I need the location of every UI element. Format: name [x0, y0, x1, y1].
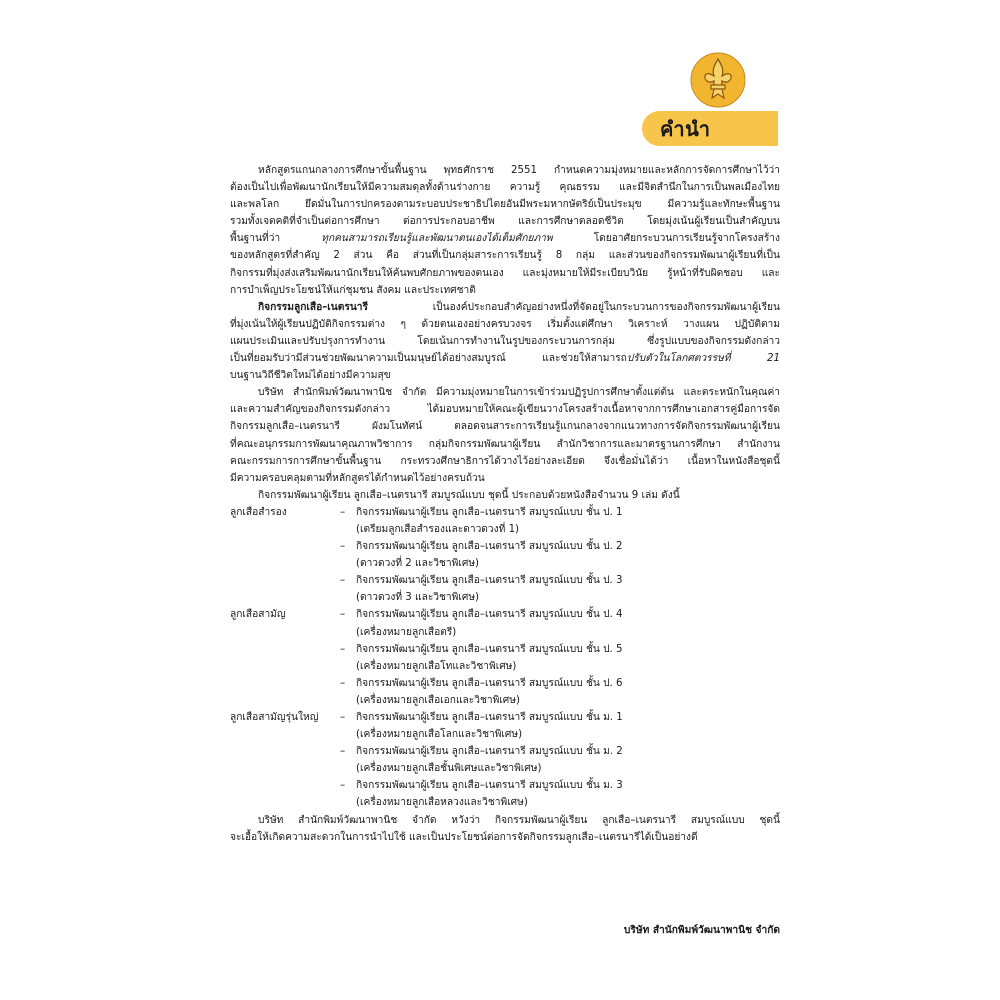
book-category [230, 743, 340, 760]
book-row [230, 572, 780, 589]
para1-line: การบำเพ็ญประโยชน์ให้แก่ชุมชน สังคม และประเทศชาติ [230, 284, 476, 296]
book-subtitle: (เครื่องหมายลูกเสือเอกและวิชาพิเศษ) [356, 694, 520, 706]
book-row [230, 641, 780, 658]
para3-line: และความสำคัญของกิจกรรมดังกล่าว ได้มอบหมายให้คณะผู้เขียนวางโครงสร้างเนื้อหาจากการศึกษาเอกสารคู่มือการจัด [230, 404, 780, 416]
book-dash: – [340, 609, 346, 621]
book-category [230, 641, 340, 658]
para2-bold: กิจกรรมลูกเสือ–เนตรนารี [258, 301, 368, 313]
para4-line: บริษัท สำนักพิมพ์วัฒนาพานิช จำกัด หวังว่า กิจกรรมพัฒนาผู้เรียน ลูกเสือ–เนตรนารี สมบูรณ์แบบ ชุดนี้ [258, 814, 780, 826]
para1-text: พื้นฐานที่ว่า [230, 233, 281, 245]
book-subtitle: (เครื่องหมายลูกเสือหลวงและวิชาพิเศษ) [356, 797, 528, 809]
para1-line: ของหลักสูตรที่สำคัญ 2 ส่วน คือ ส่วนที่เป็นกลุ่มสาระการเรียนรู้ 8 กลุ่ม และส่วนของกิจกรรมพัฒนาผู้เรียนที่เป็น [230, 250, 780, 262]
book-category [230, 777, 340, 794]
para3-line: ที่คณะอนุกรรมการพัฒนาคุณภาพวิชาการ กลุ่มกิจกรรมพัฒนาผู้เรียน สำนักวิชาการและมาตรฐานการศึกษา สำนักงาน [230, 438, 780, 450]
page-heading: คำนำ [660, 116, 711, 141]
para3-line: มีความครอบคลุมตามที่หลักสูตรได้กำหนดไว้อย่างครบถ้วน [230, 472, 485, 484]
book-title: กิจกรรมพัฒนาผู้เรียน ลูกเสือ–เนตรนารี สมบูรณ์แบบ ชั้น ป. 3 [356, 575, 623, 587]
para3-line: บริษัท สำนักพิมพ์วัฒนาพานิช จำกัด มีความมุ่งหมายในการเข้าร่วมปฏิรูปการศึกษาตั้งแต่ต้น และตระหนักในคุณค่า [258, 387, 780, 399]
para2-line [230, 299, 780, 316]
book-category [230, 675, 340, 692]
para1-line: หลักสูตรแกนกลางการศึกษาขั้นพื้นฐาน พุทธศักราช 2551 กำหนดความมุ่งหมายและหลักการจัดการศึกษาไว้ว่า [258, 165, 780, 176]
para1-italic: ทุกคนสามารถเรียนรู้และพัฒนาตนเองได้เต็มศักยภาพ [321, 233, 553, 245]
book-subtitle: (ดาวดวงที่ 2 และวิชาพิเศษ) [356, 558, 480, 570]
para2-line: บนฐานวิถีชีวิตใหม่ได้อย่างมีความสุข [230, 370, 391, 382]
para1-line: กิจกรรมที่มุ่งส่งเสริมพัฒนานักเรียนให้ค้นพบศักยภาพของตนเอง และมุ่งหมายให้มีระเบียบวินัย รู้หน้าที่รับผิดชอบ และ [230, 267, 780, 279]
book-dash: – [340, 643, 346, 655]
para2-line [230, 350, 780, 367]
para2-text: เป็นที่ยอมรับว่ามีส่วนช่วยพัฒนาความเป็นมนุษย์ได้อย่างสมบูรณ์ และช่วยให้สามารถ [230, 353, 627, 365]
book-category: ลูกเสือสำรอง [230, 506, 287, 518]
scout-emblem-icon [690, 52, 746, 108]
book-dash: – [340, 712, 346, 723]
book-list [230, 504, 780, 812]
book-row [230, 743, 780, 760]
book-subtitle: (เครื่องหมายลูกเสือโลกและวิชาพิเศษ) [356, 729, 523, 741]
book-title: กิจกรรมพัฒนาผู้เรียน ลูกเสือ–เนตรนารี สมบูรณ์แบบ ชั้น ป. 1 [356, 506, 623, 518]
book-row [230, 709, 780, 726]
book-title: กิจกรรมพัฒนาผู้เรียน ลูกเสือ–เนตรนารี สมบูรณ์แบบ ชั้น ป. 5 [356, 643, 623, 655]
book-category: ลูกเสือสามัญรุ่นใหญ่ [230, 712, 319, 723]
para2-line: ที่มุ่งเน้นให้ผู้เรียนปฏิบัติกิจกรรมต่าง ๆ ด้วยตนเองอย่างครบวงจร เริ่มตั้งแต่ศึกษา วิเคราะห์ วางแผน ปฏิบัติตาม [230, 318, 780, 330]
para1-after: โดยอาศัยกระบวนการเรียนรู้จากโครงสร้าง [593, 233, 780, 245]
book-row [230, 606, 780, 623]
book-row [230, 538, 780, 555]
book-title: กิจกรรมพัฒนาผู้เรียน ลูกเสือ–เนตรนารี สมบูรณ์แบบ ชั้น ป. 4 [356, 609, 623, 621]
para2-text: เป็นองค์ประกอบสำคัญอย่างหนึ่งที่จัดอยู่ในกระบวนการของกิจกรรมพัฒนาผู้เรียน [432, 301, 780, 313]
book-title: กิจกรรมพัฒนาผู้เรียน ลูกเสือ–เนตรนารี สมบูรณ์แบบ ชั้น ป. 2 [356, 541, 623, 553]
book-category: ลูกเสือสามัญ [230, 609, 286, 621]
book-title: กิจกรรมพัฒนาผู้เรียน ลูกเสือ–เนตรนารี สมบูรณ์แบบ ชั้น ป. 6 [356, 677, 623, 689]
para2-line: แผนประเมินและปรับปรุงการทำงาน โดยเน้นการทำงานในรูปของกระบวนการกลุ่ม ซึ่งรูปแบบของกิจกรรมดังกล่าว [230, 335, 780, 347]
book-dash: – [340, 575, 346, 587]
book-subtitle: (เครื่องหมายลูกเสือชั้นพิเศษและวิชาพิเศษ) [356, 763, 542, 775]
book-dash: – [340, 506, 346, 518]
para4-line: จะเอื้อให้เกิดความสะดวกในการนำไปใช้ และเป็นประโยชน์ต่อการจัดกิจกรรมลูกเสือ–เนตรนารีได้เป็นอย่างดี [230, 831, 698, 843]
book-row [230, 777, 780, 794]
para3-line: กิจกรรมลูกเสือ–เนตรนารี ผังมโนทัศน์ ตลอดจนสาระการเรียนรู้แกนกลางจากแนวทางการจัดกิจกรรมพัฒนาผู้เรียน [230, 421, 780, 433]
book-category [230, 538, 340, 555]
book-subtitle: (เครื่องหมายลูกเสือโทและวิชาพิเศษ) [356, 660, 517, 672]
para3-line: คณะกรรมการการศึกษาขั้นพื้นฐาน กระทรวงศึกษาธิการได้วางไว้อย่างละเอียด จึงเชื่อมั่นได้ว่า เนื้อหาในหนังสือชุดนี้ [230, 455, 780, 467]
book-category [230, 572, 340, 589]
book-title: กิจกรรมพัฒนาผู้เรียน ลูกเสือ–เนตรนารี สมบูรณ์แบบ ชั้น ม. 2 [356, 746, 623, 758]
book-dash: – [340, 746, 346, 758]
para1-line: ต้องเป็นไปเพื่อพัฒนานักเรียนให้มีความสมดุลทั้งด้านร่างกาย ความรู้ คุณธรรม และมีจิตสำนึกในการเป็นพลเมืองไทย [230, 182, 780, 194]
book-row [230, 675, 780, 692]
book-subtitle: (เครื่องหมายลูกเสือตรี) [356, 626, 457, 638]
book-dash: – [340, 541, 346, 553]
signature: บริษัท สำนักพิมพ์วัฒนาพานิช จำกัด [623, 925, 780, 936]
book-subtitle: (ดาวดวงที่ 3 และวิชาพิเศษ) [356, 592, 480, 604]
book-row [230, 504, 780, 521]
para1-line: และพลโลก ยึดมั่นในการปกครองตามระบอบประชาธิปไตยอันมีพระมหากษัตริย์เป็นประมุข มีความรู้และทักษะพื้นฐาน [230, 199, 780, 211]
book-title: กิจกรรมพัฒนาผู้เรียน ลูกเสือ–เนตรนารี สมบูรณ์แบบ ชั้น ม. 3 [356, 780, 623, 792]
book-dash: – [340, 677, 346, 689]
preface-body [230, 162, 780, 846]
book-subtitle: (เตรียมลูกเสือสำรองและดาวดวงที่ 1) [356, 523, 520, 535]
para1-line [230, 230, 780, 247]
list-intro: กิจกรรมพัฒนาผู้เรียน ลูกเสือ–เนตรนารี สมบูรณ์แบบ ชุดนี้ ประกอบด้วยหนังสือจำนวน 9 เล่ม ดังนี้ [258, 489, 680, 501]
book-dash: – [340, 780, 346, 792]
para1-line: รวมทั้งเจตคติที่จำเป็นต่อการศึกษา ต่อการประกอบอาชีพ และการศึกษาตลอดชีวิต โดยมุ่งเน้นผู้เรียนเป็นสำคัญบน [230, 216, 780, 228]
para2-italic: ปรับตัวในโลกศตวรรษที่ 21 [626, 353, 780, 365]
heading-tab [642, 111, 778, 146]
book-title: กิจกรรมพัฒนาผู้เรียน ลูกเสือ–เนตรนารี สมบูรณ์แบบ ชั้น ม. 1 [356, 712, 623, 723]
